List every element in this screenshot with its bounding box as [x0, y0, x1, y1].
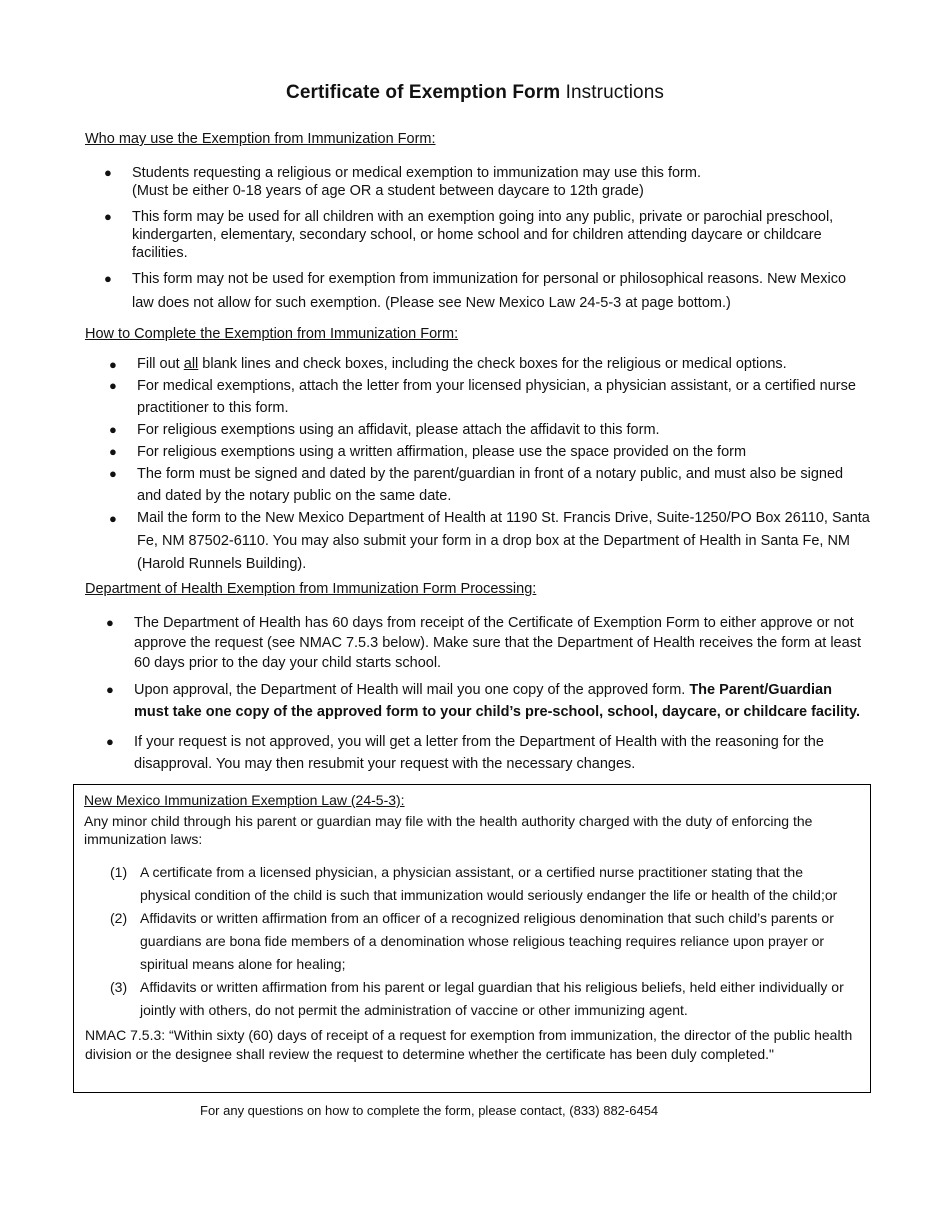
title-bold: Certificate of Exemption Form [286, 82, 561, 103]
processing-heading: Department of Health Exemption from Immunization Form Processing: [85, 581, 537, 597]
law-list [110, 861, 855, 1022]
bullet-icon: ● [104, 209, 112, 224]
list-item [90, 419, 870, 441]
bullet-icon: ● [106, 615, 114, 630]
footer-contact: For any questions on how to complete the form, please contact, (833) 882-6454 [200, 1103, 659, 1118]
how-heading-text: How to Complete the Exemption from Immunization Form [85, 326, 455, 342]
list-item [85, 267, 865, 315]
list-item [90, 354, 870, 375]
law-item [110, 861, 855, 907]
page-title [0, 82, 950, 104]
who-heading: Who may use the Exemption from Immunization Form: [85, 131, 436, 147]
list-item-text: (Must be either 0-18 years of age OR a student between daycare to 12th grade) [132, 183, 644, 199]
list-item [90, 463, 870, 507]
how-heading [85, 326, 458, 342]
list-item-text: For medical exemptions, attach the letter from your licensed physician, a physician assistant, or a certified nurse practitioner to this form. [137, 378, 856, 416]
list-item-text: For religious exemptions using an affidavit, please attach the affidavit to this form. [137, 422, 660, 438]
list-item-text: This form may be used for all children with an exemption going into any public, private or parochial preschool, kindergarten, elementary, secondary school, or home school and for children attending daycare or childcare facilities. [132, 209, 834, 261]
bullet-icon: ● [106, 734, 114, 749]
list-item [87, 679, 867, 723]
law-item-text: A certificate from a licensed physician, a physician assistant, or a certified nurse practitioner stating that the physical condition of the child is such that immunization would seriously endanger the life or health of the child;or [140, 864, 838, 903]
who-list [85, 164, 865, 315]
list-item-text: The Department of Health has 60 days from receipt of the Certificate of Exemption Form to either approve or not approve the request (see NMAC 7.5.3 below). Make sure that the Department of Health receives the form at least 60 days prior to the day your child starts school. [134, 615, 861, 671]
list-item-text: Fill out [137, 356, 184, 372]
list-item-text: For religious exemptions using a written affirmation, please use the space provided on the form [137, 444, 747, 460]
bullet-icon: ● [109, 378, 117, 393]
law-box [73, 784, 871, 1093]
list-item-text: The form must be signed and dated by the parent/guardian in front of a notary public, and must also be signed and dated by the notary public on the same date. [137, 466, 844, 504]
law-item-number: (1) [110, 864, 128, 880]
list-item [90, 441, 870, 463]
bullet-icon: ● [106, 682, 114, 697]
list-item-underlined: all [183, 356, 199, 372]
bullet-icon: ● [109, 511, 117, 526]
list-item-text: blank lines and check boxes, including the check boxes for the religious or medical options. [198, 356, 787, 372]
processing-list [87, 613, 867, 775]
bullet-icon: ● [104, 271, 112, 286]
law-item-number: (2) [110, 910, 128, 926]
list-item-text: If your request is not approved, you will get a letter from the Department of Health with the reasoning for the disapproval. You may then resubmit your request with the necessary changes. [134, 734, 824, 772]
list-item [85, 208, 865, 262]
bullet-icon: ● [104, 165, 112, 180]
law-item [110, 976, 855, 1022]
list-item-text: Mail the form to the New Mexico Department of Health at 1190 St. Francis Drive, Suite-1250/PO Box 26110, Santa Fe, NM 87502-6110. You may also submit your form in a drop box at the Department of Health in Santa Fe, NM (Harold Runnels Building). [137, 510, 870, 572]
title-light: Instructions [565, 82, 664, 103]
law-heading: New Mexico Immunization Exemption Law (24-5-3): [84, 792, 405, 808]
list-item-text: Students requesting a religious or medical exemption to immunization may use this form. [132, 165, 701, 181]
bullet-icon: ● [109, 422, 117, 437]
how-heading-suffix: : [454, 326, 459, 342]
list-item [85, 164, 865, 200]
list-item-text: This form may not be used for exemption from immunization for personal or philosophical reasons. New Mexico law does not allow for such exemption. (Please see New Mexico Law 24-5-3 at page bottom.) [132, 271, 847, 311]
nmac-quote: NMAC 7.5.3: “Within sixty (60) days of receipt of a request for exemption from immunization, the director of the public health division or the designee shall review the request to determine whether the certificate has been duly completed." [85, 1027, 853, 1062]
law-item-number: (3) [110, 979, 128, 995]
list-item [90, 375, 870, 419]
law-item-text: Affidavits or written affirmation from an officer of a recognized religious denomination that such child’s parents or guardians are bona fide members of a denomination whose religious teaching requires reliance upon prayer or spiritual means alone for healing; [140, 910, 834, 972]
law-intro: Any minor child through his parent or guardian may file with the health authority charged with the duty of enforcing the immunization laws: [84, 813, 813, 847]
bullet-icon: ● [109, 466, 117, 481]
law-item-text: Affidavits or written affirmation from his parent or legal guardian that his religious beliefs, held either individually or jointly with others, do not permit the administration of vaccine or other immunizing agent. [140, 979, 844, 1018]
list-item-emphasis: The Parent/Guardian must take one copy of the approved form to your child’s pre-school, school, daycare, or childcare facility. [134, 682, 860, 720]
law-item [110, 907, 855, 976]
list-item [90, 507, 870, 576]
list-item [87, 613, 867, 673]
list-item-text: Upon approval, the Department of Health will mail you one copy of the approved form. [134, 682, 690, 698]
bullet-icon: ● [109, 444, 117, 459]
bullet-icon: ● [109, 357, 117, 372]
list-item [87, 731, 867, 775]
how-list [90, 354, 870, 576]
